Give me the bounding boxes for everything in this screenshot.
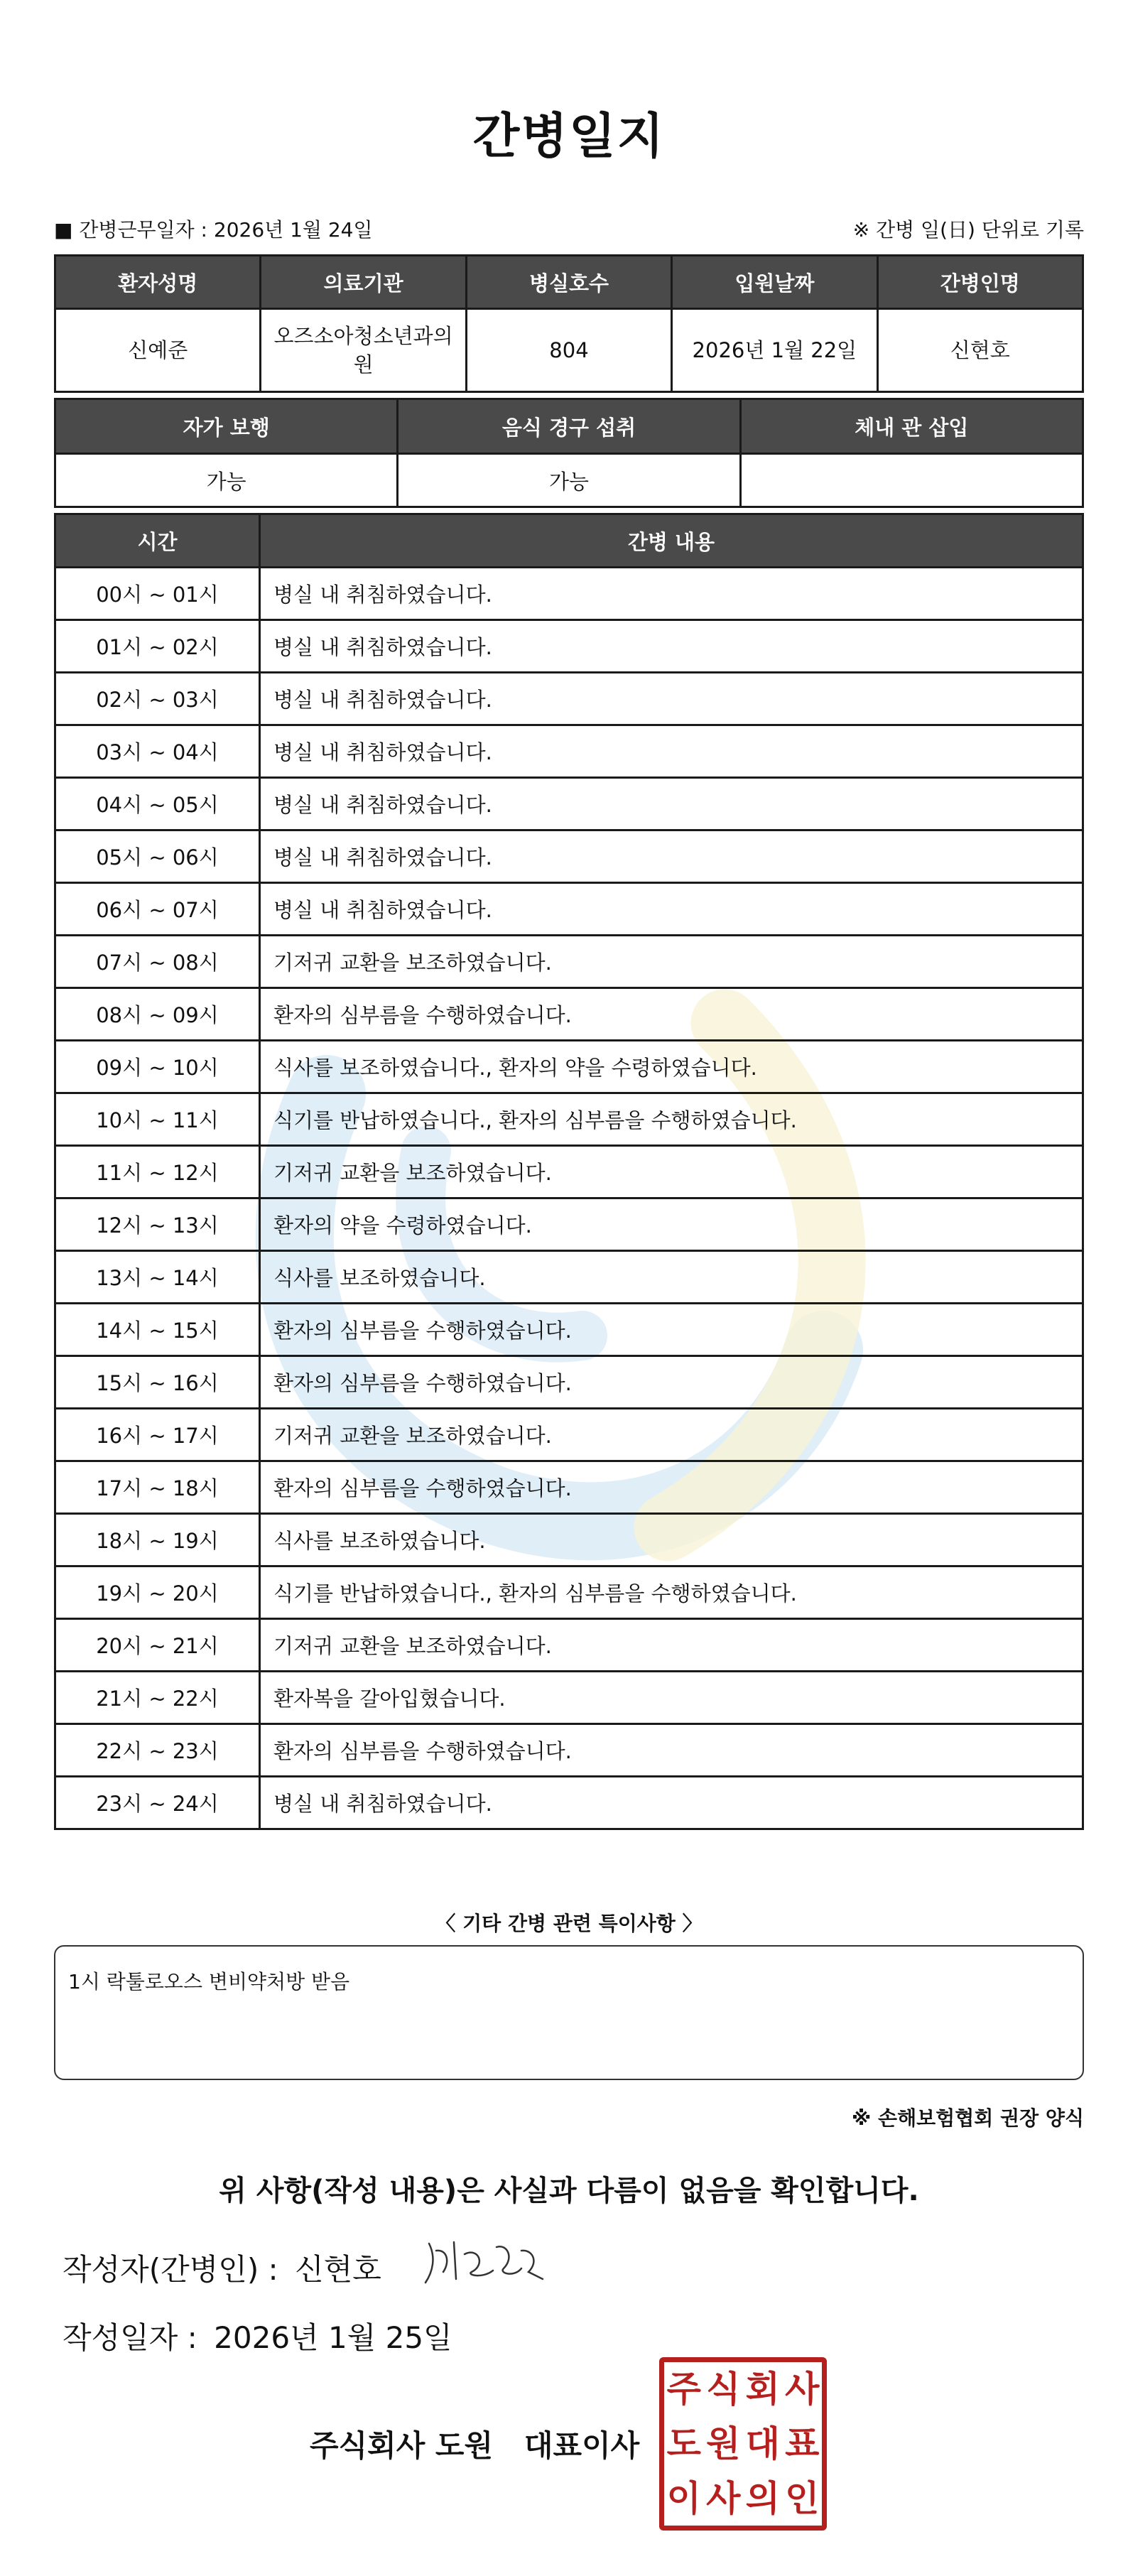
header-hospital: 의료기관 (261, 256, 466, 309)
writer-name: 신현호 (295, 2252, 381, 2287)
table-row (55, 778, 1083, 830)
log-content: 기저귀 교환을 보조하였습니다. (260, 1409, 1083, 1461)
log-time: 10시 ~ 11시 (55, 1093, 260, 1146)
table-row (55, 1566, 1083, 1619)
seal-character: 회 (745, 2369, 780, 2410)
document-title: 간병일지 (472, 109, 666, 165)
log-time: 20시 ~ 21시 (55, 1619, 260, 1672)
log-content: 환자의 심부름을 수행하였습니다. (260, 1304, 1083, 1356)
log-time: 19시 ~ 20시 (55, 1566, 260, 1619)
patient-info-header-row (55, 256, 1083, 309)
log-content: 환자의 심부름을 수행하였습니다. (260, 1724, 1083, 1777)
seal-character: 사 (785, 2369, 820, 2410)
log-content: 병실 내 취침하였습니다. (260, 830, 1083, 883)
table-row (55, 1409, 1083, 1461)
oral-intake-status: 가능 (398, 454, 740, 507)
seal-character: 표 (785, 2423, 820, 2464)
confirmation-statement: 위 사항(작성 내용)은 사실과 다름이 없음을 확인합니다. (219, 2175, 919, 2207)
seal-character: 식 (706, 2369, 741, 2410)
log-time: 13시 ~ 14시 (55, 1251, 260, 1304)
log-content: 병실 내 취침하였습니다. (260, 725, 1083, 778)
patient-status-table (54, 398, 1084, 508)
room-number: 804 (466, 309, 671, 392)
log-time: 23시 ~ 24시 (55, 1777, 260, 1829)
write-date-line (63, 2315, 452, 2357)
header-patient-name: 환자성명 (55, 256, 261, 309)
log-content: 환자의 약을 수령하였습니다. (260, 1198, 1083, 1251)
write-date-label: 작성일자 : (63, 2320, 197, 2355)
log-content: 병실 내 취침하였습니다. (260, 1777, 1083, 1829)
header-tube: 체내 관 삽입 (740, 399, 1083, 454)
notes-text: 1시 락툴로오스 변비약처방 받음 (68, 1970, 350, 1993)
company-seal (659, 2357, 827, 2531)
header-caregiver: 간병인명 (877, 256, 1083, 309)
writer-label: 작성자(간병인) : (63, 2252, 278, 2287)
seal-character: 주 (666, 2369, 701, 2410)
table-row (55, 673, 1083, 725)
log-time: 22시 ~ 23시 (55, 1724, 260, 1777)
log-time: 00시 ~ 01시 (55, 568, 260, 620)
caregiver-name: 신현호 (877, 309, 1083, 392)
log-content: 기저귀 교환을 보조하였습니다. (260, 936, 1083, 988)
table-row (55, 1672, 1083, 1724)
log-content: 식기를 반납하였습니다., 환자의 심부름을 수행하였습니다. (260, 1566, 1083, 1619)
hospital-name: 오즈소아청소년과의원 (261, 309, 466, 392)
seal-character: 대 (745, 2423, 780, 2464)
log-time: 21시 ~ 22시 (55, 1672, 260, 1724)
header-room: 병실호수 (466, 256, 671, 309)
log-time: 11시 ~ 12시 (55, 1146, 260, 1198)
table-row (55, 1724, 1083, 1777)
patient-name: 신예준 (55, 309, 261, 392)
table-row (55, 725, 1083, 778)
status-header-row (55, 399, 1083, 454)
log-content: 환자의 심부름을 수행하였습니다. (260, 988, 1083, 1041)
tube-status (740, 454, 1083, 507)
table-row (55, 1093, 1083, 1146)
log-time: 09시 ~ 10시 (55, 1041, 260, 1093)
write-date-value: 2026년 1월 25일 (214, 2320, 452, 2355)
table-row (55, 1514, 1083, 1566)
table-row (55, 568, 1083, 620)
seal-character: 의 (745, 2477, 780, 2519)
table-row (55, 883, 1083, 936)
walking-status: 가능 (55, 454, 398, 507)
log-content: 식사를 보조하였습니다. (260, 1251, 1083, 1304)
log-content: 식사를 보조하였습니다., 환자의 약을 수령하였습니다. (260, 1041, 1083, 1093)
log-time: 07시 ~ 08시 (55, 936, 260, 988)
table-row (55, 1777, 1083, 1829)
form-source: ※ 손해보험협회 권장 양식 (852, 2106, 1084, 2130)
unit-note: ※ 간병 일(日) 단위로 기록 (852, 218, 1084, 242)
notes-title: 〈 기타 간병 관련 특이사항 〉 (435, 1912, 703, 1935)
header-time: 시간 (55, 514, 260, 568)
log-content: 병실 내 취침하였습니다. (260, 568, 1083, 620)
log-time: 14시 ~ 15시 (55, 1304, 260, 1356)
table-row (55, 1356, 1083, 1409)
writer-line (63, 2246, 381, 2289)
log-content: 기저귀 교환을 보조하였습니다. (260, 1619, 1083, 1672)
log-content: 식사를 보조하였습니다. (260, 1514, 1083, 1566)
patient-info-table (54, 254, 1084, 393)
log-time: 04시 ~ 05시 (55, 778, 260, 830)
header-admit-date: 입원날짜 (672, 256, 877, 309)
table-row (55, 1304, 1083, 1356)
log-time: 18시 ~ 19시 (55, 1514, 260, 1566)
table-row (55, 620, 1083, 673)
seal-character: 도 (666, 2423, 701, 2464)
work-date-value: 2026년 1월 24일 (213, 218, 373, 242)
table-row (55, 936, 1083, 988)
seal-character: 원 (706, 2423, 741, 2464)
log-time: 02시 ~ 03시 (55, 673, 260, 725)
table-row (55, 1461, 1083, 1514)
log-content: 병실 내 취침하였습니다. (260, 883, 1083, 936)
log-content: 환자의 심부름을 수행하였습니다. (260, 1461, 1083, 1514)
log-time: 15시 ~ 16시 (55, 1356, 260, 1409)
log-content: 식기를 반납하였습니다., 환자의 심부름을 수행하였습니다. (260, 1093, 1083, 1146)
log-content: 병실 내 취침하였습니다. (260, 620, 1083, 673)
work-date-label: ■ 간병근무일자 : (54, 218, 207, 242)
care-log-header-row (55, 514, 1083, 568)
status-value-row (55, 454, 1083, 507)
work-date (54, 215, 373, 243)
notes-box (54, 1945, 1084, 2080)
table-row (55, 1619, 1083, 1672)
log-time: 16시 ~ 17시 (55, 1409, 260, 1461)
seal-character: 인 (785, 2477, 820, 2519)
log-time: 06시 ~ 07시 (55, 883, 260, 936)
table-row (55, 1041, 1083, 1093)
header-care-content: 간병 내용 (260, 514, 1083, 568)
log-content: 환자복을 갈아입혔습니다. (260, 1672, 1083, 1724)
log-content: 병실 내 취침하였습니다. (260, 778, 1083, 830)
header-walking: 자가 보행 (55, 399, 398, 454)
patient-info-value-row (55, 309, 1083, 392)
table-row (55, 1198, 1083, 1251)
seal-character: 사 (706, 2477, 741, 2519)
seal-character: 이 (666, 2477, 701, 2519)
header-oral-intake: 음식 경구 섭취 (398, 399, 740, 454)
table-row (55, 1251, 1083, 1304)
company-representative: 주식회사 도원 대표이사 (310, 2428, 640, 2463)
log-time: 01시 ~ 02시 (55, 620, 260, 673)
handwritten-signature (415, 2229, 557, 2293)
table-row (55, 1146, 1083, 1198)
log-time: 17시 ~ 18시 (55, 1461, 260, 1514)
log-time: 08시 ~ 09시 (55, 988, 260, 1041)
care-log-table (54, 513, 1084, 1830)
log-content: 환자의 심부름을 수행하였습니다. (260, 1356, 1083, 1409)
log-content: 기저귀 교환을 보조하였습니다. (260, 1146, 1083, 1198)
table-row (55, 830, 1083, 883)
table-row (55, 988, 1083, 1041)
admit-date: 2026년 1월 22일 (672, 309, 877, 392)
log-time: 05시 ~ 06시 (55, 830, 260, 883)
log-content: 병실 내 취침하였습니다. (260, 673, 1083, 725)
log-time: 12시 ~ 13시 (55, 1198, 260, 1251)
log-time: 03시 ~ 04시 (55, 725, 260, 778)
